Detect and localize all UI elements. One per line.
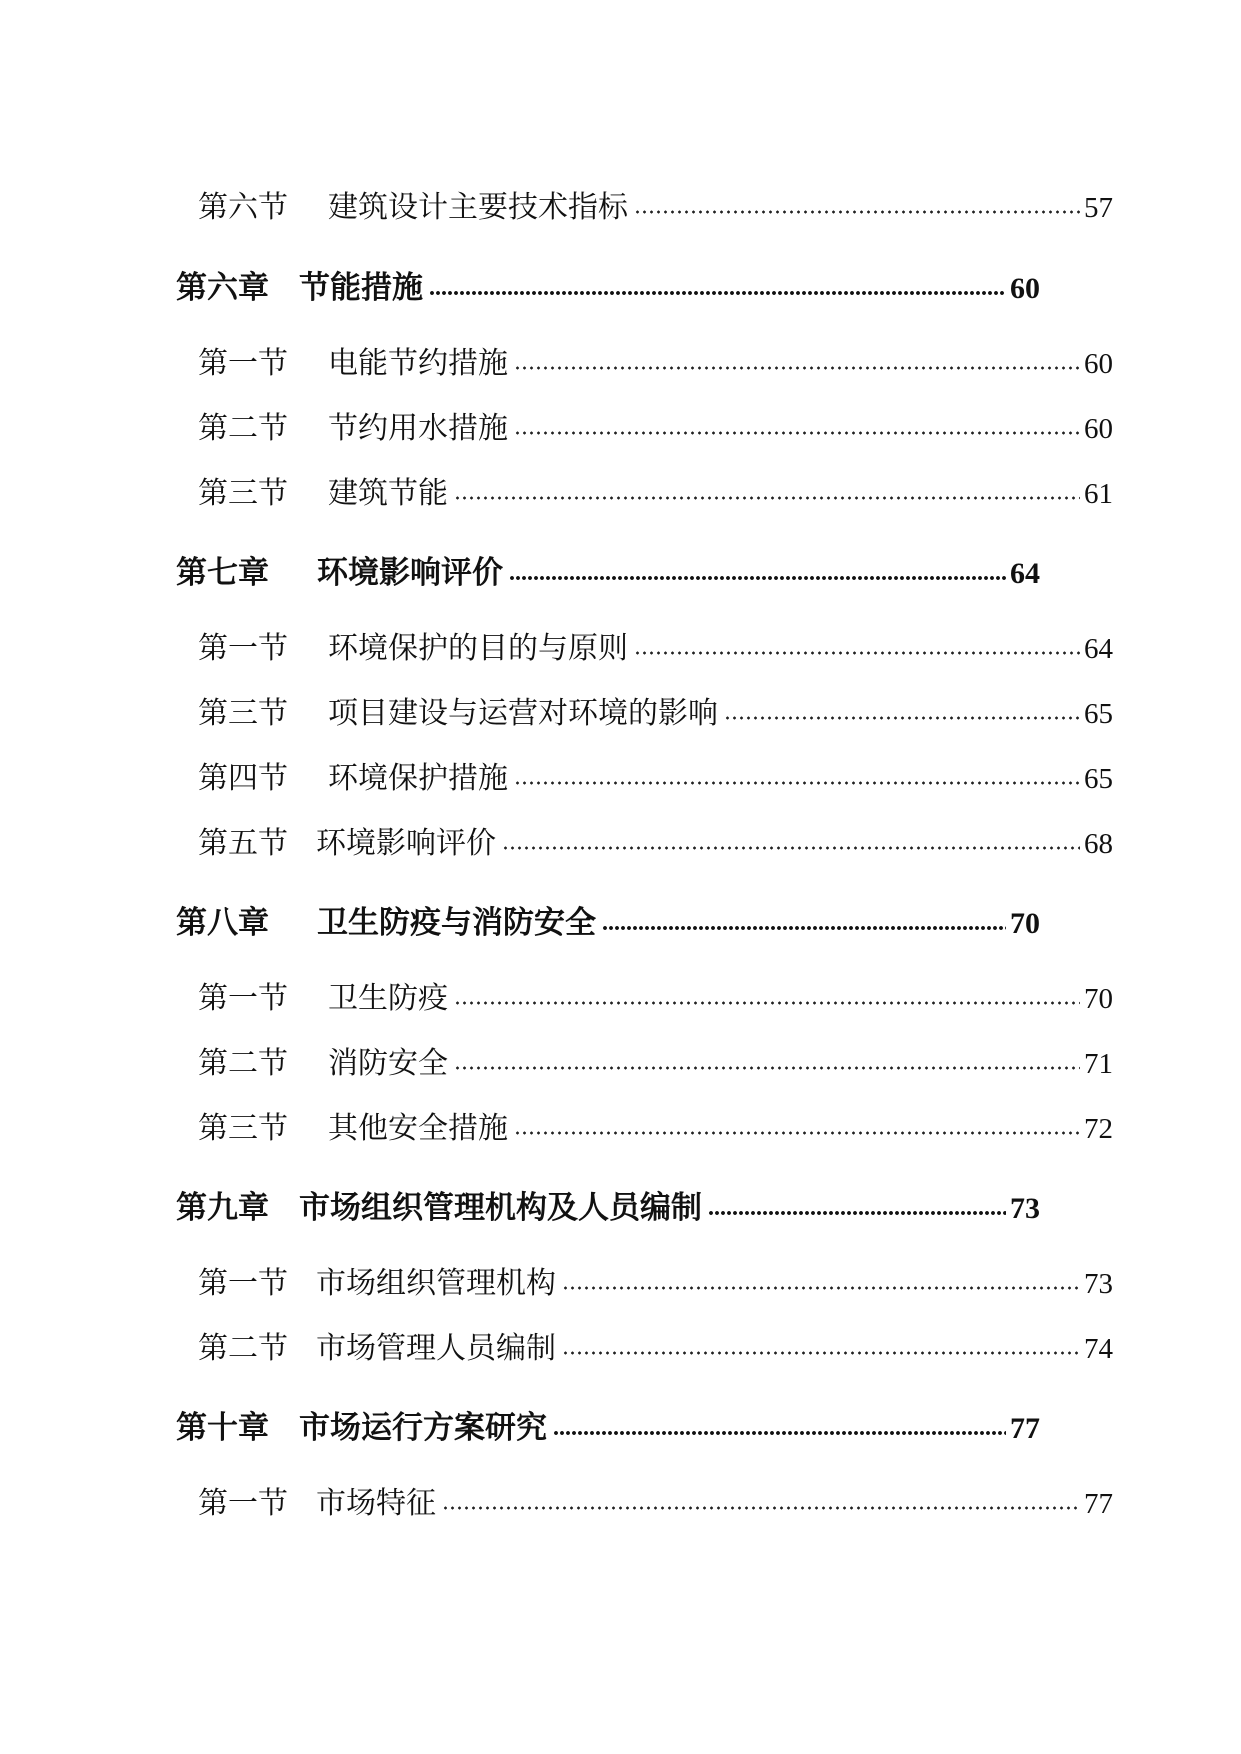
section-number: 第一节 — [198, 1266, 288, 1301]
section-title: 环境保护的目的与原则 — [328, 631, 628, 666]
page-number: 60 — [1084, 348, 1113, 380]
chapter-title: 市场运行方案研究 — [299, 1410, 547, 1446]
dot-leader — [724, 713, 1080, 723]
page-number: 65 — [1084, 763, 1113, 795]
section-number: 第四节 — [198, 761, 288, 796]
page-number: 64 — [1084, 633, 1113, 665]
section-number: 第五节 — [198, 826, 288, 861]
toc-entry-section[interactable] — [198, 757, 1113, 801]
chapter-number: 第七章 — [176, 555, 269, 591]
page-number: 61 — [1084, 478, 1113, 510]
chapter-title: 市场组织管理机构及人员编制 — [299, 1190, 702, 1226]
section-title: 市场管理人员编制 — [316, 1331, 556, 1366]
toc-entry-section[interactable] — [198, 342, 1113, 386]
section-title: 建筑设计主要技术指标 — [328, 190, 628, 225]
chapter-number: 第八章 — [176, 905, 269, 941]
dot-leader — [429, 288, 1006, 298]
section-title: 市场特征 — [316, 1486, 436, 1521]
section-number: 第三节 — [198, 1111, 288, 1146]
section-title: 其他安全措施 — [328, 1111, 508, 1146]
dot-leader — [502, 843, 1080, 853]
page-number: 57 — [1084, 192, 1113, 224]
dot-leader — [514, 1128, 1080, 1138]
toc-entry-section[interactable] — [198, 472, 1113, 516]
page-number: 70 — [1010, 907, 1040, 940]
toc-entry-chapter[interactable] — [176, 551, 1040, 595]
section-title: 节约用水措施 — [328, 411, 508, 446]
chapter-number: 第十章 — [176, 1410, 269, 1446]
toc-entry-section[interactable] — [198, 1042, 1113, 1086]
toc-entry-section[interactable] — [198, 822, 1113, 866]
toc-entry-section[interactable] — [198, 1107, 1113, 1151]
toc-entry-section[interactable] — [198, 977, 1113, 1021]
page-number: 60 — [1084, 413, 1113, 445]
section-number: 第一节 — [198, 981, 288, 1016]
dot-leader — [634, 207, 1080, 217]
toc-entry-section[interactable] — [198, 186, 1113, 230]
toc-entry-chapter[interactable] — [176, 901, 1040, 945]
page-number: 72 — [1084, 1113, 1113, 1145]
dot-leader — [509, 573, 1006, 583]
section-title: 建筑节能 — [328, 476, 448, 511]
section-number: 第一节 — [198, 1486, 288, 1521]
page-number: 70 — [1084, 983, 1113, 1015]
section-title: 卫生防疫 — [328, 981, 448, 1016]
section-number: 第二节 — [198, 1331, 288, 1366]
section-number: 第二节 — [198, 411, 288, 446]
section-title: 消防安全 — [328, 1046, 448, 1081]
toc-entry-section[interactable] — [198, 1482, 1113, 1526]
dot-leader — [514, 363, 1080, 373]
chapter-number: 第六章 — [176, 270, 269, 306]
toc-entry-section[interactable] — [198, 1327, 1113, 1371]
page-number: 64 — [1010, 557, 1040, 590]
page-number: 68 — [1084, 828, 1113, 860]
section-number: 第二节 — [198, 1046, 288, 1081]
page-number: 77 — [1010, 1412, 1040, 1445]
chapter-number: 第九章 — [176, 1190, 269, 1226]
dot-leader — [514, 428, 1080, 438]
section-number: 第六节 — [198, 190, 288, 225]
page-number: 71 — [1084, 1048, 1113, 1080]
section-number: 第三节 — [198, 476, 288, 511]
dot-leader — [708, 1208, 1006, 1218]
section-title: 项目建设与运营对环境的影响 — [328, 696, 718, 731]
section-number: 第一节 — [198, 631, 288, 666]
toc-entry-section[interactable] — [198, 692, 1113, 736]
toc-entry-chapter[interactable] — [176, 1406, 1040, 1450]
toc-entry-section[interactable] — [198, 407, 1113, 451]
section-title: 市场组织管理机构 — [316, 1266, 556, 1301]
toc-entry-chapter[interactable] — [176, 266, 1040, 310]
dot-leader — [454, 998, 1080, 1008]
section-number: 第一节 — [198, 346, 288, 381]
section-title: 电能节约措施 — [328, 346, 508, 381]
dot-leader — [553, 1428, 1006, 1438]
chapter-title: 环境影响评价 — [317, 555, 503, 591]
dot-leader — [454, 1063, 1080, 1073]
page-number: 77 — [1084, 1488, 1113, 1520]
dot-leader — [442, 1503, 1080, 1513]
toc-entry-section[interactable] — [198, 1262, 1113, 1306]
dot-leader — [634, 648, 1080, 658]
chapter-title: 节能措施 — [299, 270, 423, 306]
dot-leader — [514, 778, 1080, 788]
dot-leader — [562, 1283, 1080, 1293]
chapter-title: 卫生防疫与消防安全 — [317, 905, 596, 941]
page-number: 73 — [1084, 1268, 1113, 1300]
page-number: 65 — [1084, 698, 1113, 730]
toc-entry-chapter[interactable] — [176, 1186, 1040, 1230]
toc-entry-section[interactable] — [198, 627, 1113, 671]
page-number: 74 — [1084, 1333, 1113, 1365]
page-number: 60 — [1010, 272, 1040, 305]
section-title: 环境影响评价 — [316, 826, 496, 861]
page-number: 73 — [1010, 1192, 1040, 1225]
section-title: 环境保护措施 — [328, 761, 508, 796]
section-number: 第三节 — [198, 696, 288, 731]
dot-leader — [602, 923, 1006, 933]
dot-leader — [454, 493, 1080, 503]
dot-leader — [562, 1348, 1080, 1358]
